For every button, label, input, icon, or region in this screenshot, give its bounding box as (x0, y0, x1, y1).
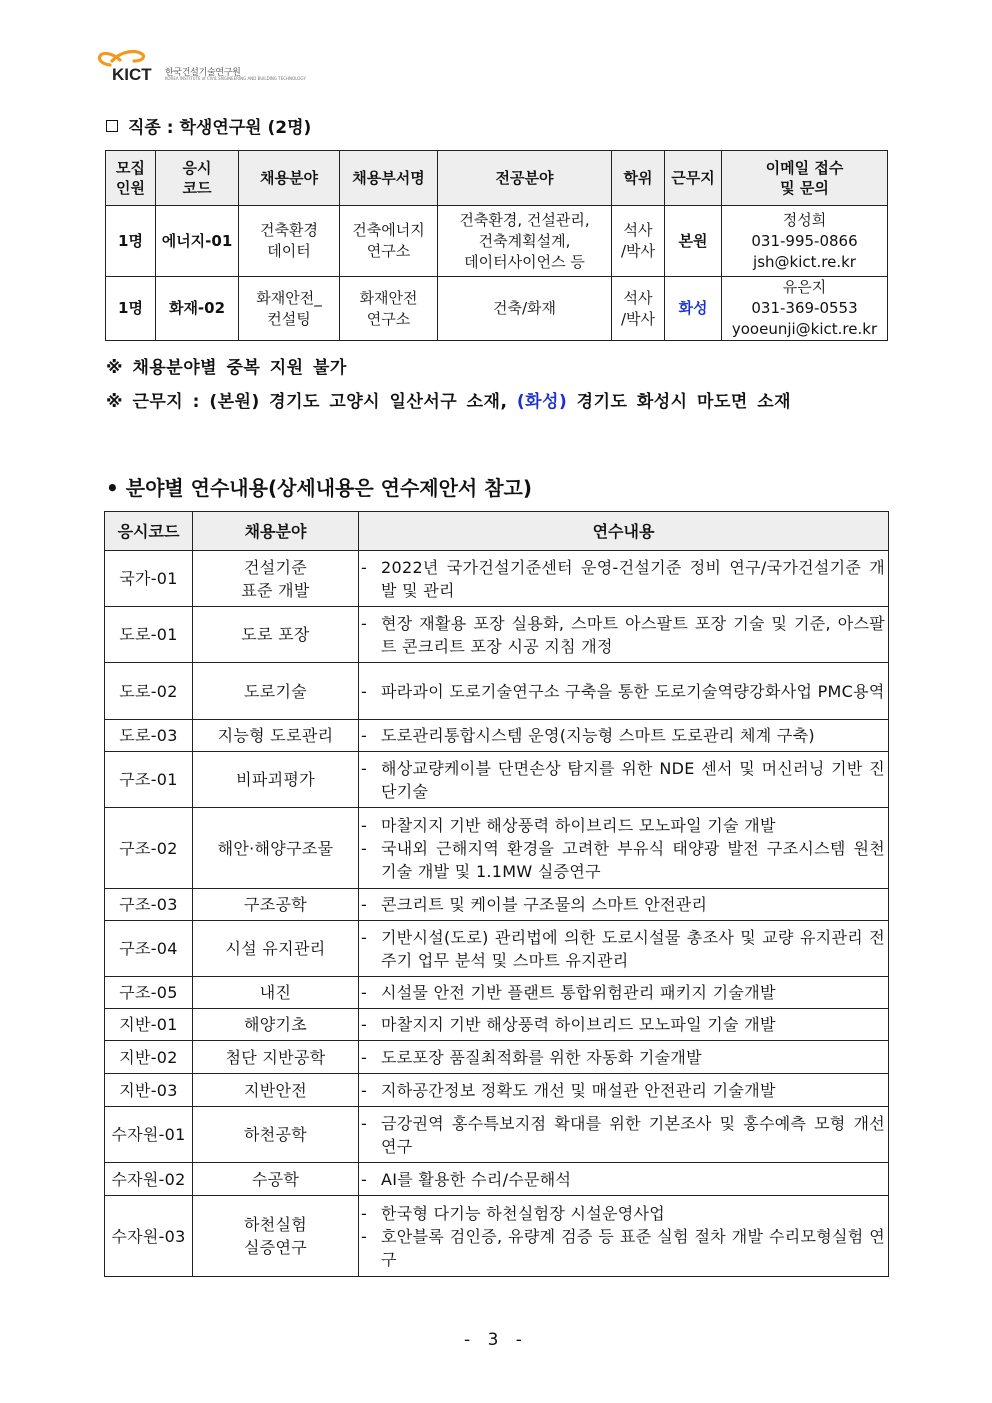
col-header-degree: 학위 (612, 151, 665, 206)
content-item: - 콘크리트 및 케이블 구조물의 스마트 안전관리 (361, 895, 708, 914)
cell-field: 화재안전_ 컨설팅 (239, 277, 340, 341)
cell-content (359, 752, 889, 808)
cell-field: 도로기술 (193, 663, 359, 720)
col-header-contact: 이메일 접수 및 문의 (722, 151, 888, 206)
org-name-en: KOREA INSTITUTE of CIVIL ENGINEERING AND BUILDING TECHNOLOGY (165, 76, 306, 81)
col-header-code: 응시 코드 (156, 151, 239, 206)
kict-logo-mark (96, 48, 168, 82)
content-item: - 기반시설(도로) 관리법에 의한 도로시설물 총조사 및 교량 유지관리 전주기 업무 분석 및 스마트 유지관리 (361, 927, 885, 970)
cell-code: 구조-02 (105, 808, 193, 889)
content-item: - 도로포장 품질최적화를 위한 자동화 기술개발 (361, 1047, 702, 1067)
table-header-row (105, 512, 889, 551)
cell-dept: 화재안전 연구소 (340, 277, 438, 341)
cell-code: 구조-03 (105, 889, 193, 921)
content-item: - 해상교량케이블 단면손상 탐지를 위한 NDE 센서 및 머신러닝 기반 진단기술 (361, 758, 885, 801)
table-row (105, 977, 889, 1009)
cell-field: 지능형 도로관리 (193, 720, 359, 752)
cell-count: 1명 (106, 206, 156, 277)
section1-title: 직종 : 학생연구원 (2명) (106, 113, 311, 138)
cell-field: 건설기준 표준 개발 (193, 551, 359, 607)
content-item: - 금강권역 홍수특보지점 확대를 위한 기본조사 및 홍수예측 모형 개선 연구 (361, 1113, 885, 1156)
cell-code: 수자원-03 (105, 1196, 193, 1277)
training-table (104, 511, 889, 1277)
cell-code: 에너지-01 (156, 206, 239, 277)
content-item: - 현장 재활용 포장 실용화, 스마트 아스팔트 포장 기술 및 기준, 아스팔트 콘크리트 포장 시공 지침 개정 (361, 613, 885, 656)
cell-major: 건축/화재 (438, 277, 612, 341)
cell-field: 내진 (193, 977, 359, 1009)
cell-content (359, 977, 889, 1009)
table-row (106, 277, 888, 341)
cell-code: 구조-04 (105, 921, 193, 977)
cell-code: 지반-02 (105, 1041, 193, 1074)
content-item: - 시설물 안전 기반 플랜트 통합위험관리 패키지 기술개발 (361, 983, 776, 1002)
col-header-field: 채용분야 (193, 512, 359, 551)
cell-content (359, 1163, 889, 1196)
cell-contact: 유은지 031-369-0553 yooeunji@kict.re.kr (722, 277, 888, 341)
table-row (106, 206, 888, 277)
cell-field: 시설 유지관리 (193, 921, 359, 977)
table-row (105, 663, 889, 720)
cell-field: 해안·해양구조물 (193, 808, 359, 889)
cell-code: 국가-01 (105, 551, 193, 607)
content-item: - 마찰지지 기반 해상풍력 하이브리드 모노파일 기술 개발 (361, 1015, 776, 1034)
org-name: 한국건설기술연구원 (165, 68, 241, 78)
cell-code: 화재-02 (156, 277, 239, 341)
cell-content (359, 1107, 889, 1163)
table-row (105, 551, 889, 607)
cell-dept: 건축에너지 연구소 (340, 206, 438, 277)
cell-code: 구조-05 (105, 977, 193, 1009)
cell-field: 첨단 지반공학 (193, 1041, 359, 1074)
table-row (105, 889, 889, 921)
content-item: - AI를 활용한 수리/수문해석 (361, 1169, 572, 1189)
cell-degree: 석사 /박사 (612, 206, 665, 277)
note-location: ※ 근무지 : (본원) 경기도 고양시 일산서구 소재, (화성) 경기도 화성시 마도면 소재 (106, 392, 792, 412)
note-no-duplicate: ※ 채용분야별 중복 지원 불가 (106, 358, 347, 378)
section2-title: • 분야별 연수내용(상세내용은 연수제안서 참고) (106, 476, 532, 500)
col-header-code: 응시코드 (105, 512, 193, 551)
content-item: - 도로관리통합시스템 운영(지능형 스마트 도로관리 체계 구축) (361, 726, 815, 745)
table-row (105, 1009, 889, 1041)
table-row (105, 921, 889, 977)
cell-content (359, 1074, 889, 1107)
cell-code: 구조-01 (105, 752, 193, 808)
content-item: - 국내외 근해지역 환경을 고려한 부유식 태양광 발전 구조시스템 원천 기술 개발 및 1.1MW 실증연구 (361, 838, 885, 881)
cell-contact: 정성희 031-995-0866 jsh@kict.re.kr (722, 206, 888, 277)
checkbox-square-icon (106, 120, 118, 132)
cell-field: 도로 포장 (193, 607, 359, 663)
cell-content (359, 663, 889, 720)
cell-content (359, 720, 889, 752)
cell-code: 도로-01 (105, 607, 193, 663)
cell-field: 비파괴평가 (193, 752, 359, 808)
content-item: - 파라과이 도로기술연구소 구축을 통한 도로기술역량강화사업 PMC용역 (361, 681, 885, 701)
cell-content (359, 1009, 889, 1041)
table-row (105, 607, 889, 663)
cell-field: 수공학 (193, 1163, 359, 1196)
table-row (105, 1107, 889, 1163)
cell-field: 하천실험 실증연구 (193, 1196, 359, 1277)
cell-location: 화성 (665, 277, 722, 341)
cell-content (359, 1196, 889, 1277)
cell-code: 지반-01 (105, 1009, 193, 1041)
table-row (105, 720, 889, 752)
cell-field: 하천공학 (193, 1107, 359, 1163)
table-row (105, 1074, 889, 1107)
table-header-row (106, 151, 888, 206)
recruitment-table (105, 150, 888, 341)
cell-count: 1명 (106, 277, 156, 341)
table-row (105, 1196, 889, 1277)
cell-field: 구조공학 (193, 889, 359, 921)
content-item: - 2022년 국가건설기준센터 운영-건설기준 정비 연구/국가건설기준 개발 및 관리 (361, 557, 885, 600)
table-row (105, 808, 889, 889)
cell-field: 해양기초 (193, 1009, 359, 1041)
col-header-major: 전공분야 (438, 151, 612, 206)
col-header-field: 채용분야 (239, 151, 340, 206)
cell-degree: 석사 /박사 (612, 277, 665, 341)
col-header-content: 연수내용 (359, 512, 889, 551)
cell-major: 건축환경, 건설관리, 건축계획설계, 데이터사이언스 등 (438, 206, 612, 277)
cell-field: 건축환경 데이터 (239, 206, 340, 277)
table-row (105, 1041, 889, 1074)
table-row (105, 752, 889, 808)
cell-code: 지반-03 (105, 1074, 193, 1107)
col-header-count: 모집 인원 (106, 151, 156, 206)
cell-content (359, 889, 889, 921)
cell-content (359, 921, 889, 977)
cell-code: 도로-02 (105, 663, 193, 720)
cell-content (359, 1041, 889, 1074)
content-item: - 마찰지지 기반 해상풍력 하이브리드 모노파일 기술 개발 (361, 815, 776, 835)
cell-content (359, 551, 889, 607)
page-number: - 3 - (464, 1330, 528, 1350)
logo-wordmark: KICT (112, 65, 152, 82)
cell-code: 수자원-02 (105, 1163, 193, 1196)
col-header-location: 근무지 (665, 151, 722, 206)
cell-content (359, 808, 889, 889)
cell-content (359, 607, 889, 663)
cell-location: 본원 (665, 206, 722, 277)
content-item: - 호안블록 검인증, 유량계 검증 등 표준 실험 절차 개발 수리모형실험 연구 (361, 1226, 885, 1269)
kict-logo (96, 48, 306, 82)
cell-field: 지반안전 (193, 1074, 359, 1107)
col-header-dept: 채용부서명 (340, 151, 438, 206)
cell-code: 수자원-01 (105, 1107, 193, 1163)
cell-code: 도로-03 (105, 720, 193, 752)
table-row (105, 1163, 889, 1196)
content-item: - 한국형 다기능 하천실험장 시설운영사업 (361, 1203, 666, 1223)
content-item: - 지하공간정보 정확도 개선 및 매설관 안전관리 기술개발 (361, 1080, 776, 1100)
